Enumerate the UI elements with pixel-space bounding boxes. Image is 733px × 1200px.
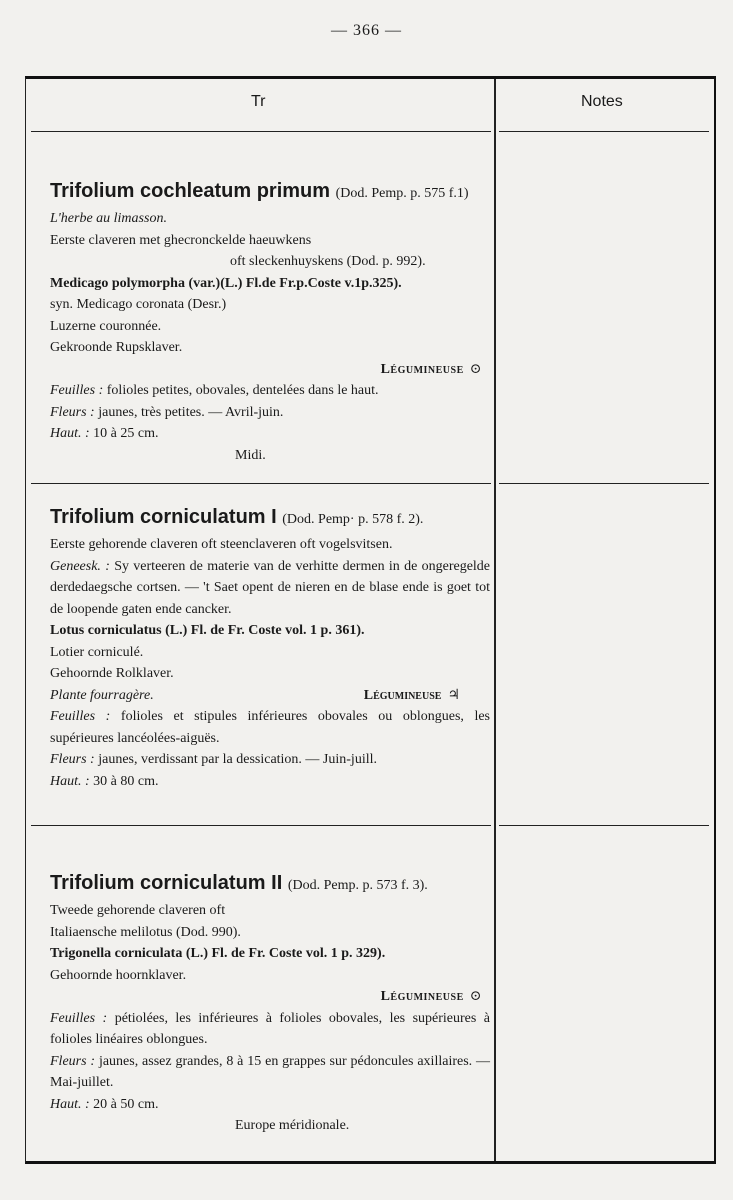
synonym: syn. Medicago coronata (Desr.)	[50, 297, 227, 312]
section-rule	[31, 483, 491, 484]
dutch-common-name: Gehoornde hoornklaver.	[50, 967, 187, 983]
french-name: L'herbe au limasson.	[50, 211, 167, 226]
header-rule-notes	[499, 131, 709, 132]
dutch-name-line: Tweede gehorende claveren oft	[50, 903, 226, 918]
annual-symbol-icon: ⊙	[469, 989, 482, 1004]
region: Europe méridionale.	[235, 1118, 350, 1133]
dutch-name-line: oft sleckenhuyskens (Dod. p. 992).	[230, 254, 426, 269]
section-rule-notes	[499, 483, 709, 484]
region: Midi.	[235, 447, 266, 463]
family-label: Légumineuse ⊙	[380, 361, 482, 377]
detail-height: Haut. : 30 à 80 cm.	[50, 773, 159, 789]
dutch-name-line: Italiaensche melilotus (Dod. 990).	[50, 924, 241, 940]
dutch-common-name: Gehoornde Rolklaver.	[50, 666, 174, 681]
detail-height: Haut. : 20 à 50 cm.	[50, 1096, 159, 1112]
column-header-main: Tr	[251, 93, 266, 110]
detail-flowers: Fleurs : jaunes, verdissant par la dessication. — Juin-juill.	[50, 752, 377, 767]
dutch-name-line: Eerste gehorende claveren oft steenclaveren oft vogelsvitsen.	[50, 537, 393, 552]
column-header-notes: Notes	[581, 93, 623, 110]
usage-family-line: Plante fourragère. Légumineuse ♃	[50, 687, 460, 703]
section-rule-notes	[499, 825, 709, 826]
french-common-name: Lotier corniculé.	[50, 644, 144, 660]
header-rule	[31, 131, 491, 132]
page-number: — 366 —	[331, 22, 402, 39]
section-rule	[31, 825, 491, 826]
scientific-name: Medicago polymorpha (var.)(L.) Fl.de Fr.p.Coste v.1p.325).	[50, 275, 402, 291]
dutch-common-name: Gekroonde Rupsklaver.	[50, 340, 183, 355]
entry-title: Trifolium corniculatum II (Dod. Pemp. p. 573 f. 3).	[50, 872, 428, 894]
entry-title: Trifolium corniculatum I (Dod. Pemp· p. 578 f. 2).	[50, 506, 424, 528]
detail-flowers: Fleurs : jaunes, très petites. — Avril-juin.	[50, 404, 284, 420]
detail-flowers: Fleurs : jaunes, assez grandes, 8 à 15 en grappes sur pédoncules axillaires. — Mai-juillet.	[50, 1053, 491, 1090]
detail-height: Haut. : 10 à 25 cm.	[50, 426, 159, 441]
column-divider	[494, 79, 496, 1161]
detail-leaves: Feuilles : folioles petites, obovales, dentelées dans le haut.	[50, 383, 379, 398]
scientific-name: Lotus corniculatus (L.) Fl. de Fr. Coste vol. 1 p. 361).	[50, 623, 365, 638]
medicinal-note: Geneesk. : Sy verteeren de materie van de verhitte dermen in de ongeregelde derdedaegsche cortsen. — 't Saet opent de nieren en de blase ende is goet tot de loopende gaten ende cancker.	[50, 558, 491, 617]
annual-symbol-icon: ⊙	[469, 361, 482, 377]
dutch-name-line: Eerste claveren met ghecronckelde haeuwkens	[50, 232, 312, 248]
table-frame	[25, 76, 716, 1164]
detail-leaves: Feuilles : pétiolées, les inférieures à folioles obovales, les supérieures à folioles linéaires oblongues.	[50, 1010, 491, 1047]
family-label: Légumineuse ⊙	[380, 989, 482, 1004]
entry-title: Trifolium cochleatum primum (Dod. Pemp. p. 575 f.1)	[50, 180, 469, 202]
entry-trifolium-corniculatum-ii	[50, 869, 490, 1137]
entry-trifolium-corniculatum-i	[50, 503, 490, 792]
detail-leaves: Feuilles : folioles et stipules inférieures obovales ou oblongues, les supérieures lancéolées-aiguës.	[50, 709, 491, 746]
scientific-name: Trigonella corniculata (L.) Fl. de Fr. Coste vol. 1 p. 329).	[50, 946, 386, 961]
entry-trifolium-cochleatum	[50, 177, 490, 466]
perennial-symbol-icon: ♃	[447, 687, 460, 703]
french-common-name: Luzerne couronnée.	[50, 318, 162, 334]
